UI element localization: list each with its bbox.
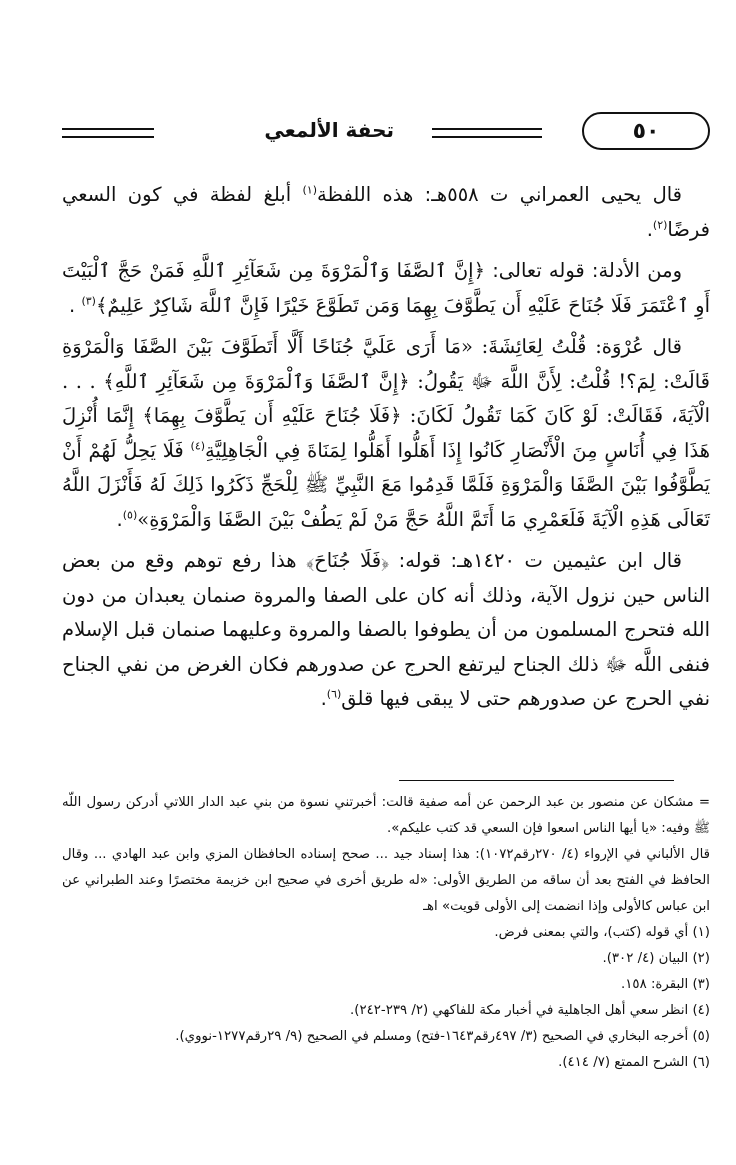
footnote-4: (٤) انظر سعي أهل الجاهلية في أخبار مكة للفاكهي (٢/ ٢٣٩-٢٤٢). [350,1003,710,1018]
footnote-ref: (٣) [81,294,96,307]
page-number: ٥٠ [632,118,660,144]
book-title: تحفة الألمعي [264,118,394,142]
text: . [116,507,123,531]
page-header [62,112,710,152]
paragraph-uthaymin [62,544,710,717]
footnote-ref: (٦) [326,687,342,701]
footnote-3: (٣) البقرة: ١٥٨. [621,977,710,992]
paragraph-imrani [62,178,710,247]
header-rule-right [432,128,542,138]
text: . [69,293,82,317]
text: ومن الأدلة: قوله تعالى: [485,259,682,282]
footnote-5: (٥) أخرجه البخاري في الصحيح (٣/ ٤٩٧رقم١٦٤٣-فتح) ومسلم في الصحيح (٩/ ٢٩رقم١٢٧٧-نووي). [175,1029,710,1044]
paragraph-urwa [62,330,710,537]
quran-verse: ﴿إِنَّ ٱلصَّفَا وَٱلْمَرْوَةَ مِن شَعَآئِرِ ٱللَّهِ فَمَنْ حَجَّ ٱلْبَيْتَ أَوِ ٱعْتَمَرَ فَلَا جُنَاحَ عَلَيْهِ أَن يَطَّوَّفَ بِهِمَا وَمَن تَطَوَّعَ خَيْرًا فَإِنَّ ٱللَّهَ شَاكِرٌ عَلِيمٌ﴾ [62,259,710,317]
footnote-2: (٢) البيان (٤/ ٣٠٢). [602,951,710,966]
footnote-6: (٦) الشرح الممتع (٧/ ٤١٤). [558,1055,710,1070]
page-number-badge [582,112,710,150]
footnote-continuation: = مشكان عن منصور بن عبد الرحمن عن أمه صفية قالت: أخبرتني نسوة من بني عبد الدار اللاتي أدركن رسول اللّه ﷺ وفيه: «يا أيها الناس اسعوا فإن السعي قد كتب عليكم». [62,795,710,836]
text: قال ابن عثيمين ت ١٤٢٠هـ: قوله: ﴿فَلَا جُنَاحَ﴾ هذا رفع توهم وقع من بعض الناس حين نزول الآية، وذلك أنه كان على الصفا والمروة صنمان يعبدان من دون الله فتحرج المسلمون من أن يطوفوا بالصفا والمروة وعليهما صنمان قبل الإسلام فنفى اللَّه ﷻ ذلك الجناح ليرتفع الحرج عن صدورهم فكان الغرض من نفي الجناح نفي الحرج عن صدورهم حتى لا يبقى فيها قلق [62,549,710,710]
text: . [320,687,327,710]
header-rule-left [62,128,154,138]
text: أبلغ لفظة في كون السعي فرضًا [62,183,710,241]
hadith-text: فَلَا يَحِلُّ لَهُمْ أَنْ يَطَّوَّفُوا بَيْنَ الصَّفَا وَالْمَرْوَةِ فَلَمَّا قَدِمُوا مَعَ النَّبِيِّ ﷺ لِلْحَجِّ ذَكَرُوا ذَلِكَ لَهُ فَأَنْزَلَ اللَّهُ تَعَالَى هَذِهِ الْآيَةَ فَلَعَمْرِي مَا أَتَمَّ اللَّهُ حَجَّ مَنْ لَمْ يَطُفْ بَيْنَ الصَّفَا وَالْمَرْوَةِ» [62,438,710,531]
footnote-divider [399,780,674,781]
footnote-ref: (٢) [652,218,668,231]
footnote-continuation: قال الألباني في الإرواء (٤/ ٢٧٠رقم١٠٧٢): هذا إسناد جيد ... صحح إسناده الحافظان المزي وابن عبد الهادي ... وقال الحافظ في الفتح بعد أن ساقه من الطريق الأولى: «له طريق أخرى في صحيح ابن خزيمة مختصرًا وعند الطبراني عن ابن عباس كالأولى وإذا انضمت إلى الأولى قويت» اهـ [62,847,710,914]
footnote-1: (١) أي قوله (كتب)، والتي بمعنى فرض. [494,925,710,940]
paragraph-evidence [62,254,710,323]
main-text [62,178,710,724]
footnotes [62,790,710,1076]
text: . [646,217,653,241]
footnote-ref: (١) [302,183,318,197]
footnote-ref: (٥) [122,508,138,521]
footnote-ref: (٤) [190,439,206,452]
hadith-text: قال عُرْوَة: قُلْتُ لِعَائِشَةَ: «مَا أَرَى عَلَيَّ جُنَاحًا أَلَّا أَتَطَوَّفَ بَيْنَ الصَّفَا وَالْمَرْوَةِ قَالَتْ: لِمَ؟! قُلْتُ: لِأَنَّ اللَّهَ ﷻ يَقُولُ: ﴿إِنَّ ٱلصَّفَا وَٱلْمَرْوَةَ مِن شَعَآئِرِ ٱللَّهِ﴾ . . . الْآيَةَ، فَقَالَتْ: لَوْ كَانَ كَمَا تَقُولُ لَكَانَ: ﴿فَلَا جُنَاحَ عَلَيْهِ أَن يَطَّوَّفَ بِهِمَا﴾ إِنَّمَا أُنْزِلَ هَذَا فِي أُنَاسٍ مِنَ الْأَنْصَارِ كَانُوا إِذَا أَهَلُّوا أَهَلُّوا لِمَنَاةَ فِي الْجَاهِلِيَّةِ [62,335,710,462]
text: قال يحيى العمراني ت ٥٥٨هـ: هذه اللفظة [317,183,682,206]
